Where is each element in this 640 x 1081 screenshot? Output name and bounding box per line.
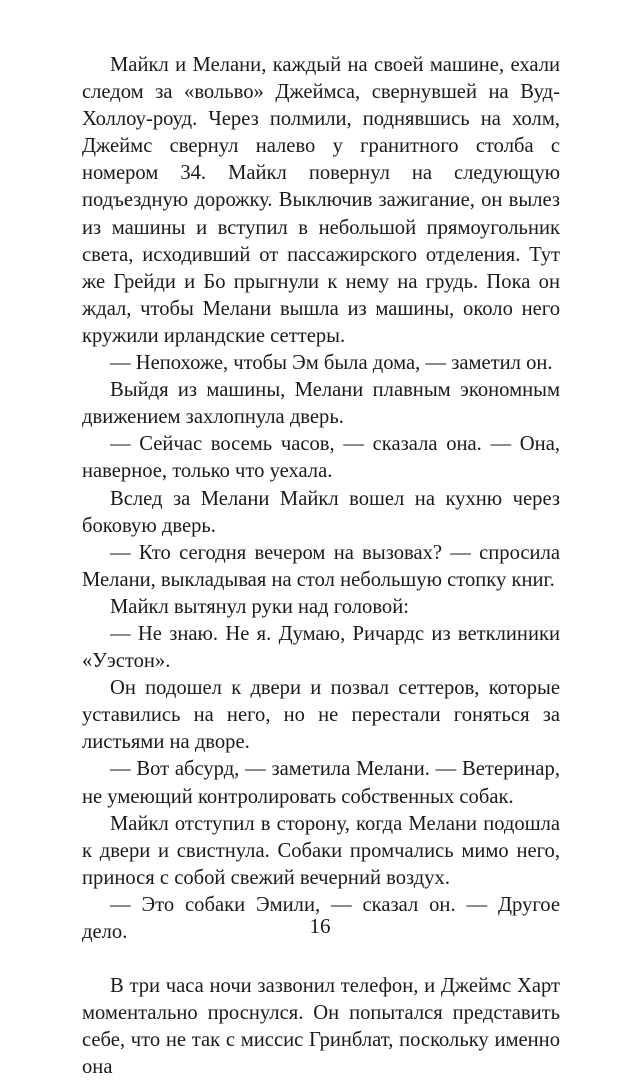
paragraph: Выйдя из машины, Мелани плавным экономным движением захлопнула дверь. bbox=[82, 379, 560, 429]
paragraph: — Вот абсурд, — заметила Мелани. — Ветеринар, не умеющий контролировать собственных собак. bbox=[82, 758, 560, 808]
paragraph: Майкл и Мелани, каждый на своей машине, ехали следом за «вольво» Джеймса, свернувшей на Вуд-Холлоу-роуд. Через полмили, поднявшись на холм, Джеймс свернул налево у гранитного столба с номером 34. Майкл повернул на следующую подъездную дорожку. Выключив зажигание, он вылез из машины и вступил в небольшой прямоугольник света, исходивший от пассажирского отделения. Тут же Грейди и Бо прыгнули к нему на грудь. Пока он ждал, чтобы Мелани вышла из машины, около него кружили ирландские сеттеры. bbox=[82, 54, 560, 347]
paragraph: — Непохоже, чтобы Эм была дома, — заметил он. bbox=[110, 352, 553, 375]
paragraph: Майкл отступил в сторону, когда Мелани подошла к двери и свистнула. Собаки промчались мимо него, принося с собой свежий вечерний воздух. bbox=[82, 812, 560, 889]
paragraph: — Кто сегодня вечером на вызовах? — спросила Мелани, выкладывая на стол небольшую стопку книг. bbox=[82, 541, 560, 591]
paragraph: — Не знаю. Не я. Думаю, Ричардс из ветклиники «Уэстон». bbox=[82, 622, 560, 673]
paragraph: Майкл вытянул руки над головой: bbox=[110, 595, 409, 618]
page-number: 16 bbox=[309, 914, 331, 938]
paragraph: Вслед за Мелани Майкл вошел на кухню через боковую дверь. bbox=[82, 487, 560, 537]
paragraph: — Сейчас восемь часов, — сказала она. — Она, наверное, только что уехала. bbox=[82, 433, 560, 483]
paragraph: Он подошел к двери и позвал сеттеров, которые уставились на него, но не перестали гоняться за листьями на дворе. bbox=[82, 677, 560, 754]
paragraph-new-section: В три часа ночи зазвонил телефон, и Джеймс Харт моментально проснулся. Он попытался представить себе, что не так с миссис Гринблат, поскольку именно она bbox=[82, 975, 560, 1079]
paragraph: — Это собаки Эмили, — сказал он. — Другое дело. bbox=[82, 893, 560, 943]
